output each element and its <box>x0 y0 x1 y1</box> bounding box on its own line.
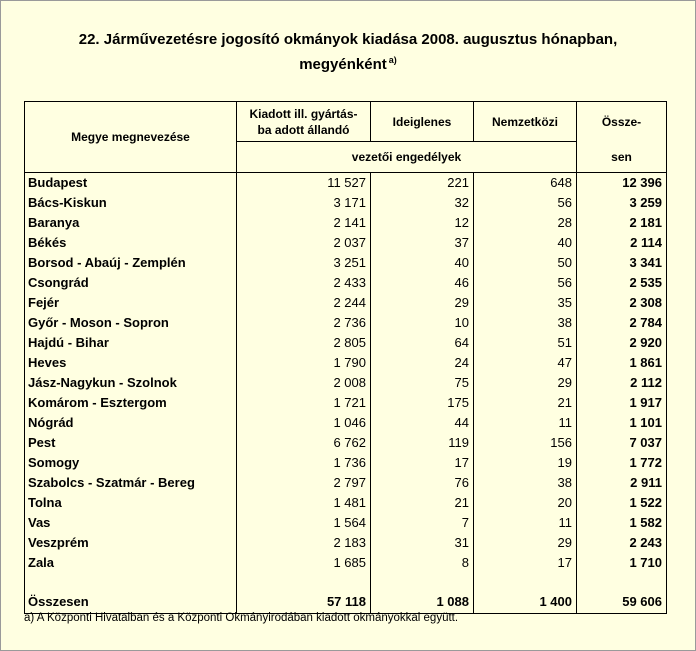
international-value: 648 <box>474 173 577 194</box>
international-value: 20 <box>474 493 577 513</box>
permanent-value: 2 037 <box>237 233 371 253</box>
header-county: Megye megnevezése <box>25 102 237 173</box>
temporary-value: 31 <box>371 533 474 553</box>
temporary-value: 29 <box>371 293 474 313</box>
international-value: 38 <box>474 313 577 333</box>
county-name: Hajdú - Bihar <box>25 333 237 353</box>
permanent-value: 2 805 <box>237 333 371 353</box>
permanent-value: 2 141 <box>237 213 371 233</box>
temporary-value: 8 <box>371 553 474 573</box>
permanent-value: 6 762 <box>237 433 371 453</box>
temporary-value: 40 <box>371 253 474 273</box>
header-temporary: Ideiglenes <box>371 102 474 142</box>
international-value: 51 <box>474 333 577 353</box>
international-value: 56 <box>474 273 577 293</box>
permanent-value: 11 527 <box>237 173 371 194</box>
header-permanent <box>237 102 371 142</box>
table-row <box>25 473 667 493</box>
table-row <box>25 453 667 473</box>
grand-total-label: Összesen <box>25 591 237 614</box>
county-name: Vas <box>25 513 237 533</box>
temporary-value: 12 <box>371 213 474 233</box>
title-line-2-text: megyénként <box>299 56 387 73</box>
international-value: 40 <box>474 233 577 253</box>
table-row <box>25 513 667 533</box>
table-row <box>25 433 667 453</box>
temporary-value: 24 <box>371 353 474 373</box>
temporary-value: 32 <box>371 193 474 213</box>
table-row <box>25 193 667 213</box>
county-name: Baranya <box>25 213 237 233</box>
temporary-value: 175 <box>371 393 474 413</box>
county-name: Heves <box>25 353 237 373</box>
header-permanent-line-1: Kiadott ill. gyártás- <box>249 106 358 121</box>
county-name: Csongrád <box>25 273 237 293</box>
county-name: Veszprém <box>25 533 237 553</box>
total-value: 1 582 <box>577 513 667 533</box>
total-value: 2 535 <box>577 273 667 293</box>
table-row <box>25 353 667 373</box>
table-row <box>25 293 667 313</box>
county-name: Nógrád <box>25 413 237 433</box>
permanent-value: 3 251 <box>237 253 371 273</box>
data-table <box>24 101 667 614</box>
table-row <box>25 533 667 553</box>
permanent-value: 2 797 <box>237 473 371 493</box>
county-name: Bács-Kiskun <box>25 193 237 213</box>
table-row <box>25 233 667 253</box>
header-permanent-line-2: ba adott állandó <box>257 122 350 137</box>
title-footnote-mark: a) <box>388 55 397 65</box>
international-value: 28 <box>474 213 577 233</box>
temporary-value: 17 <box>371 453 474 473</box>
county-name: Zala <box>25 553 237 573</box>
permanent-value: 2 433 <box>237 273 371 293</box>
grand-total-international: 1 400 <box>474 591 577 614</box>
international-value: 17 <box>474 553 577 573</box>
county-name: Budapest <box>25 173 237 194</box>
permanent-value: 2 244 <box>237 293 371 313</box>
table-row <box>25 553 667 573</box>
grand-total-temporary: 1 088 <box>371 591 474 614</box>
county-name: Fejér <box>25 293 237 313</box>
header-subheader: vezetői engedélyek <box>237 142 577 173</box>
title-line-1: 22. Járművezetésre jogosító okmányok kiadása 2008. augusztus hónapban, <box>78 31 618 48</box>
international-value: 29 <box>474 373 577 393</box>
table-row <box>25 333 667 353</box>
permanent-value: 1 046 <box>237 413 371 433</box>
county-name: Jász-Nagykun - Szolnok <box>25 373 237 393</box>
total-value: 7 037 <box>577 433 667 453</box>
permanent-value: 1 685 <box>237 553 371 573</box>
header-total-line-2: sen <box>577 142 667 173</box>
permanent-value: 1 564 <box>237 513 371 533</box>
county-name: Békés <box>25 233 237 253</box>
international-value: 156 <box>474 433 577 453</box>
total-value: 3 259 <box>577 193 667 213</box>
permanent-value: 1 790 <box>237 353 371 373</box>
permanent-value: 1 736 <box>237 453 371 473</box>
total-value: 2 911 <box>577 473 667 493</box>
international-value: 29 <box>474 533 577 553</box>
county-name: Borsod - Abaúj - Zemplén <box>25 253 237 273</box>
total-value: 2 243 <box>577 533 667 553</box>
county-name: Komárom - Esztergom <box>25 393 237 413</box>
total-value: 12 396 <box>577 173 667 194</box>
international-value: 11 <box>474 513 577 533</box>
total-value: 1 861 <box>577 353 667 373</box>
total-value: 1 522 <box>577 493 667 513</box>
table-row <box>25 253 667 273</box>
international-value: 47 <box>474 353 577 373</box>
table-row <box>25 313 667 333</box>
table-title <box>0 29 696 75</box>
table-row <box>25 173 667 194</box>
table-body <box>25 173 667 574</box>
temporary-value: 46 <box>371 273 474 293</box>
total-value: 1 710 <box>577 553 667 573</box>
temporary-value: 7 <box>371 513 474 533</box>
county-name: Somogy <box>25 453 237 473</box>
temporary-value: 21 <box>371 493 474 513</box>
table-row <box>25 373 667 393</box>
county-name: Pest <box>25 433 237 453</box>
total-value: 2 784 <box>577 313 667 333</box>
temporary-value: 75 <box>371 373 474 393</box>
county-name: Szabolcs - Szatmár - Bereg <box>25 473 237 493</box>
county-name: Győr - Moson - Sopron <box>25 313 237 333</box>
permanent-value: 1 481 <box>237 493 371 513</box>
total-value: 1 772 <box>577 453 667 473</box>
international-value: 50 <box>474 253 577 273</box>
total-value: 3 341 <box>577 253 667 273</box>
temporary-value: 119 <box>371 433 474 453</box>
temporary-value: 64 <box>371 333 474 353</box>
temporary-value: 37 <box>371 233 474 253</box>
permanent-value: 1 721 <box>237 393 371 413</box>
header-total-line-1: Össze- <box>577 102 667 142</box>
permanent-value: 2 183 <box>237 533 371 553</box>
total-value: 2 112 <box>577 373 667 393</box>
international-value: 35 <box>474 293 577 313</box>
table-row <box>25 413 667 433</box>
total-value: 1 917 <box>577 393 667 413</box>
spacer-row <box>25 573 667 591</box>
total-value: 2 308 <box>577 293 667 313</box>
temporary-value: 10 <box>371 313 474 333</box>
international-value: 21 <box>474 393 577 413</box>
temporary-value: 221 <box>371 173 474 194</box>
table-row <box>25 393 667 413</box>
permanent-value: 3 171 <box>237 193 371 213</box>
title-line-2 <box>0 50 696 75</box>
grand-total-total: 59 606 <box>577 591 667 614</box>
footnote: a) A Központi Hivatalban és a Központi Okmányirodában kiadott okmányokkal együtt. <box>24 612 459 624</box>
international-value: 19 <box>474 453 577 473</box>
temporary-value: 76 <box>371 473 474 493</box>
header-international: Nemzetközi <box>474 102 577 142</box>
table-row <box>25 493 667 513</box>
international-value: 56 <box>474 193 577 213</box>
table-row <box>25 273 667 293</box>
permanent-value: 2 008 <box>237 373 371 393</box>
international-value: 38 <box>474 473 577 493</box>
total-value: 1 101 <box>577 413 667 433</box>
total-value: 2 114 <box>577 233 667 253</box>
total-value: 2 181 <box>577 213 667 233</box>
temporary-value: 44 <box>371 413 474 433</box>
table-row <box>25 213 667 233</box>
grand-total-permanent: 57 118 <box>237 591 371 614</box>
international-value: 11 <box>474 413 577 433</box>
permanent-value: 2 736 <box>237 313 371 333</box>
total-value: 2 920 <box>577 333 667 353</box>
county-name: Tolna <box>25 493 237 513</box>
